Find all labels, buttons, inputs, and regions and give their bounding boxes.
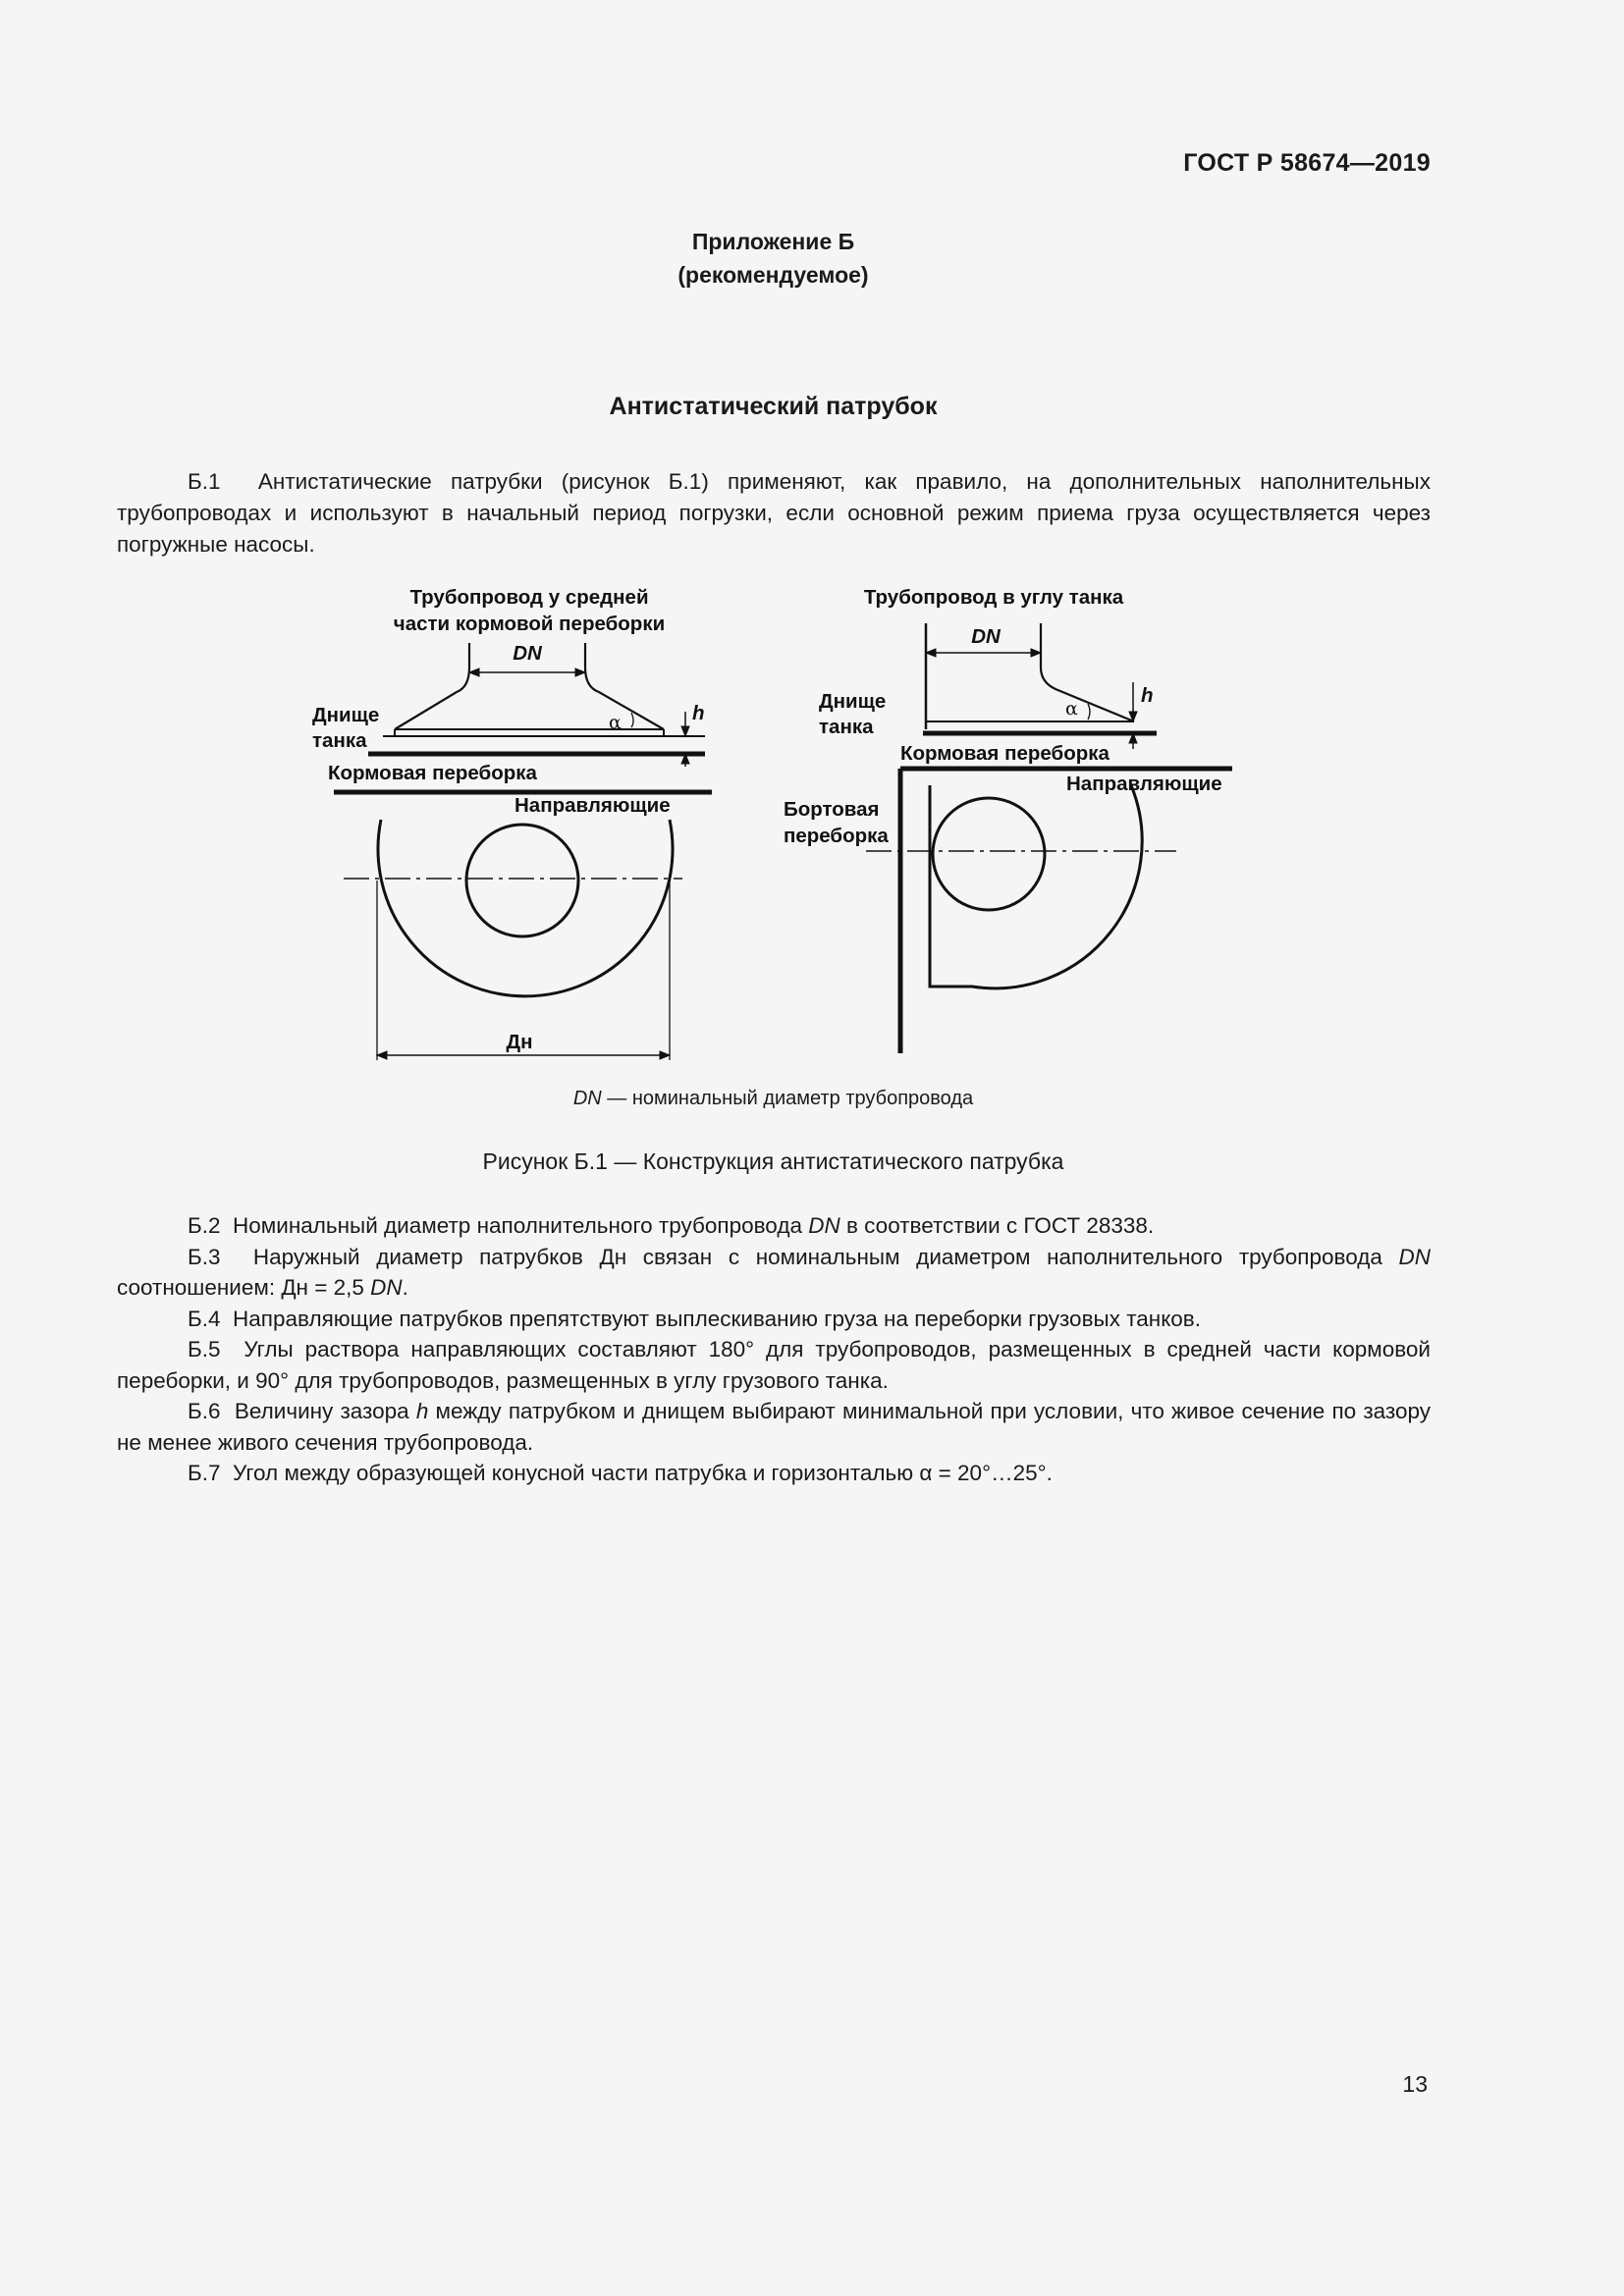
right-aft-bulkhead-label: Кормовая переборка [900,742,1110,765]
item-lead: Б.3 [188,1244,221,1269]
appendix-heading [0,225,1546,292]
side-bulkhead-line1: Бортовая [784,798,880,821]
item-lead: Б.6 [188,1399,221,1423]
item-lead: Б.7 [188,1461,221,1485]
item-paragraph [117,1242,1431,1304]
figure-note [0,1088,1546,1110]
right-dn-label: DN [971,625,1001,648]
figure-note-text: — номинальный диаметр трубопровода [601,1088,974,1109]
left-alpha-label: α [609,712,622,733]
item-text-run: Номинальный диаметр наполнительного трубопровода [233,1213,809,1238]
left-title-line1: Трубопровод у средней [409,586,649,609]
item-paragraph [117,1210,1431,1242]
right-tank-bottom-line2: танка [819,716,874,738]
intro-paragraph [117,466,1431,561]
item-text-run: h [415,1399,429,1423]
left-tank-bottom-line2: танка [312,729,367,752]
outer-diameter-label: Дн [506,1031,533,1053]
intro-text: Антистатические патрубки (рисунок Б.1) применяют, как правило, на дополнительных наполнительных трубопроводах и используют в начальный период погрузки, если основной режим приема груза осуществляется через погружные насосы. [117,469,1431,557]
left-h-label: h [692,702,705,724]
item-text-run: Наружный диаметр патрубков Дн связан с номинальным диаметром наполнительного трубопровода [252,1244,1399,1269]
section-title: Антистатический патрубок [609,393,938,420]
figure-caption: Рисунок Б.1 — Конструкция антистатического патрубка [482,1148,1064,1174]
page-number: 13 [1402,2071,1428,2097]
item-paragraph [117,1334,1431,1396]
item-text-run: Величину зазора [234,1399,416,1423]
item-paragraph [117,1304,1431,1335]
item-text-run: Угол между образующей конусной части патрубка и горизонталью α = 20°…25°. [233,1461,1053,1485]
left-aft-bulkhead-label: Кормовая переборка [328,762,537,784]
figure-note-symbol: DN [572,1088,602,1109]
left-dn-label: DN [513,642,542,665]
intro-lead: Б.1 [188,469,221,494]
right-title: Трубопровод в углу танка [863,586,1124,609]
standard-code: ГОСТ Р 58674—2019 [1183,149,1431,177]
appendix-subtitle: (рекомендуемое) [677,262,869,288]
item-lead: Б.4 [188,1306,221,1331]
left-title-line2: части кормовой переборки [393,613,666,635]
item-text-run: . [402,1275,408,1300]
side-bulkhead-line2: переборка [784,825,889,847]
item-text-run: между патрубком и днищем выбирают минимальной при условии, что живое сечение по зазору не менее живого сечения трубопровода. [117,1399,1431,1455]
item-lead: Б.2 [188,1213,221,1238]
right-tank-bottom-line1: Днище [819,690,887,713]
figure-drawing [295,574,1237,1085]
item-text-run: DN [808,1213,840,1238]
item-text-run: Углы раствора направляющих составляют 180° для трубопроводов, размещенных в средней части кормовой переборки, и 90° для трубопроводов, размещенных в углу грузового танка. [117,1337,1431,1393]
recommendation-items [117,1210,1431,1489]
right-guides-label: Направляющие [1066,773,1222,795]
right-h-label: h [1141,684,1154,707]
item-text-run: в соответствии с ГОСТ 28338. [839,1213,1155,1238]
appendix-title: Приложение Б [691,229,855,254]
item-text-run: DN [370,1275,403,1300]
left-tank-bottom-line1: Днище [312,704,380,726]
item-paragraph [117,1458,1431,1489]
left-guides-label: Направляющие [514,794,671,817]
figure-b1 [295,574,1237,1085]
item-text-run: Направляющие патрубков препятствуют выплескиванию груза на переборки грузовых танков. [233,1306,1202,1331]
item-paragraph [117,1396,1431,1458]
right-alpha-label: α [1065,698,1078,720]
item-lead: Б.5 [188,1337,221,1362]
item-text-run: соотношением: Дн = 2,5 [117,1275,371,1300]
item-text-run: DN [1398,1244,1431,1269]
